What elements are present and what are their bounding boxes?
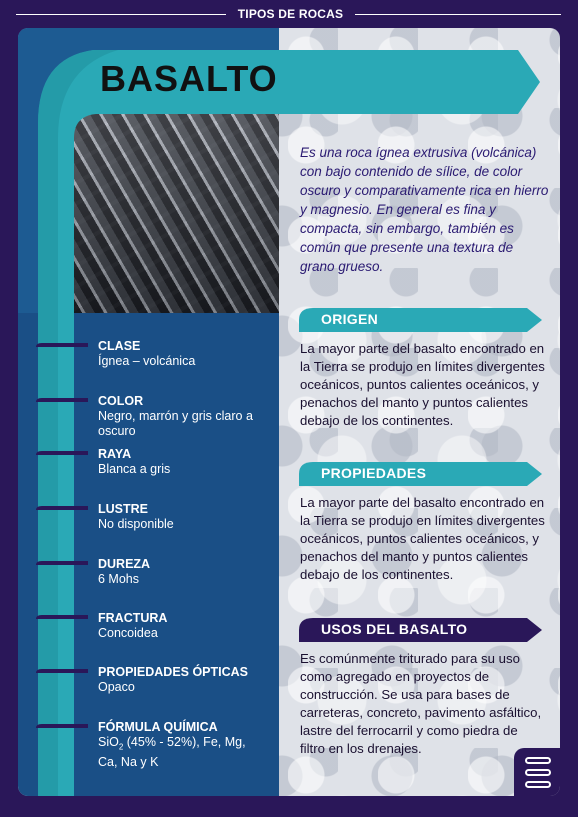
property-label: FÓRMULA QUÍMICA	[98, 720, 218, 734]
section-title: ORIGEN	[321, 311, 379, 327]
timeline-marker	[36, 338, 88, 346]
header-rule-left	[16, 14, 226, 15]
timeline-marker	[36, 610, 88, 618]
timeline-marker	[36, 664, 88, 672]
timeline-marker	[36, 446, 88, 454]
timeline-marker	[36, 719, 88, 727]
property-label: COLOR	[98, 394, 144, 408]
section-title: USOS DEL BASALTO	[321, 621, 468, 637]
property-value: Ígnea – volcánica	[98, 354, 196, 368]
rock-card	[18, 28, 560, 796]
timeline-marker	[36, 556, 88, 564]
property-value: Opaco	[98, 680, 135, 694]
formula-base: SiO	[98, 735, 119, 749]
property-dureza	[98, 556, 150, 587]
section-title: PROPIEDADES	[321, 465, 427, 481]
section-header-origen	[299, 308, 542, 332]
formula-subscript: 2	[118, 742, 124, 752]
header-title: TIPOS DE ROCAS	[237, 7, 344, 21]
formula-rest: (45% - 52%), Fe, Mg, Ca, Na y K	[98, 735, 246, 769]
property-label: RAYA	[98, 447, 132, 461]
property-value: Negro, marrón y gris claro a oscuro	[98, 409, 253, 438]
menu-bar	[525, 757, 551, 764]
property-color	[98, 393, 258, 439]
timeline-marker	[36, 393, 88, 401]
header-rule-right	[355, 14, 561, 15]
section-text-propiedades: La mayor parte del basalto encontrado en la Tierra se produjo en límites divergentes oceánicos, puntos calientes oceánicos, y penachos del manto y puntos calientes debajo de los continentes.	[300, 495, 545, 582]
property-raya	[98, 446, 170, 477]
section-header-usos	[299, 618, 542, 642]
property-value: Concoidea	[98, 626, 158, 640]
rock-title: BASALTO	[100, 58, 278, 99]
property-value: No disponible	[98, 517, 174, 531]
property-label: FRACTURA	[98, 611, 168, 625]
section-header-propiedades	[299, 462, 542, 486]
section-text-usos: Es comúnmente triturado para su uso como agregado en proyectos de construcción. Se usa para bases de carreteras, concreto, pavimento asfáltico, lastre del ferrocarril y como piedra de filtro en los drenajes.	[300, 651, 542, 756]
property-label: PROPIEDADES ÓPTICAS	[98, 665, 249, 679]
menu-icon[interactable]	[514, 748, 560, 796]
menu-bar	[525, 781, 551, 788]
property-label: CLASE	[98, 339, 141, 353]
property-value: 6 Mohs	[98, 572, 139, 586]
timeline-marker	[36, 501, 88, 509]
property-formula	[98, 719, 266, 770]
property-lustre	[98, 501, 174, 532]
menu-bar	[525, 769, 551, 776]
rock-description: Es una roca ígnea extrusiva (volcánica) con bajo contenido de sílice, de color oscuro y comparativamente rica en hierro y magnesio. En general es fina y compacta, sin embargo, también es común que presente una textura de grano grueso.	[300, 145, 549, 274]
property-fractura	[98, 610, 167, 641]
page-header	[0, 0, 578, 28]
property-value	[98, 735, 266, 770]
property-value: Blanca a gris	[98, 462, 171, 476]
property-clase	[98, 338, 195, 369]
property-opticas	[98, 664, 248, 695]
section-text-origen: La mayor parte del basalto encontrado en la Tierra se produjo en límites divergentes oceánicos, puntos calientes oceánicos, y penachos del manto y puntos calientes debajo de los continentes.	[300, 341, 545, 428]
property-label: LUSTRE	[98, 502, 148, 516]
property-label: DUREZA	[98, 557, 151, 571]
